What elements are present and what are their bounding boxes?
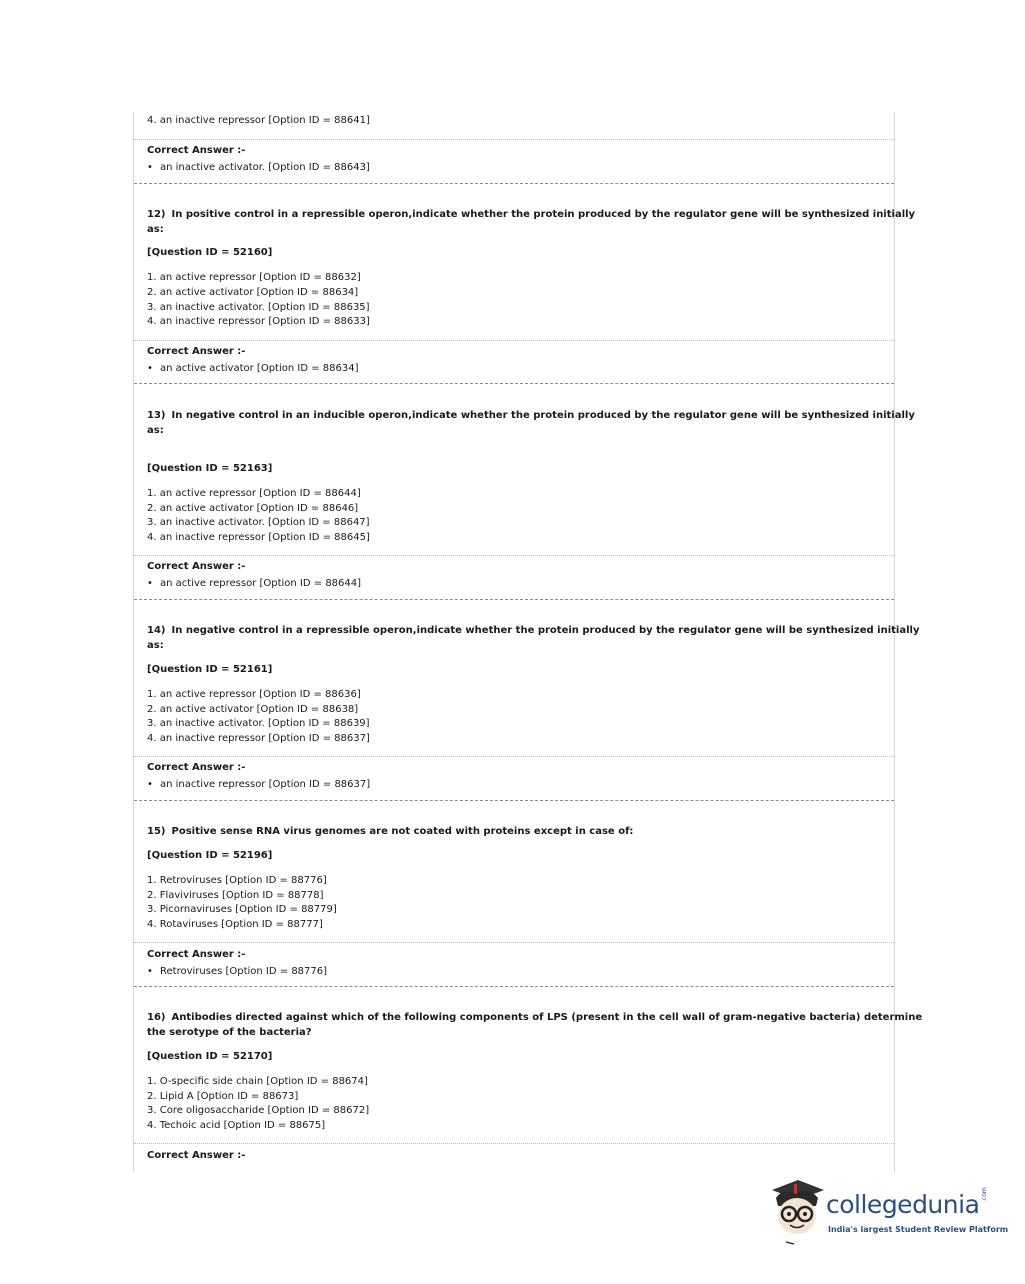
correct-answer-label: Correct Answer :- <box>147 561 246 572</box>
question-text: 14) In negative control in a repressible operon,indicate whether the protein produced by the regulator gene will be synthesized initially as: <box>147 625 920 651</box>
option-line: 1. O-specific side chain [Option ID = 88674] <box>147 1076 368 1087</box>
divider <box>134 555 894 556</box>
question-text: 13) In negative control in an inducible operon,indicate whether the protein produced by the regulator gene will be synthesized initially as: <box>147 410 915 436</box>
divider <box>134 756 894 757</box>
option-line: 3. an inactive activator. [Option ID = 88647] <box>147 517 370 528</box>
option-line: 4. an inactive repressor [Option ID = 88633] <box>147 316 370 327</box>
correct-answer-value: • Retroviruses [Option ID = 88776] <box>147 965 327 979</box>
option-line: 2. an active activator [Option ID = 88638] <box>147 704 359 715</box>
correct-answer-label: Correct Answer :- <box>147 346 246 357</box>
option-line: 4. an inactive repressor [Option ID = 88645] <box>147 532 370 543</box>
option-line: 2. Lipid A [Option ID = 88673] <box>147 1091 299 1102</box>
option-line: 1. an active repressor [Option ID = 88632] <box>147 272 361 283</box>
mascot-icon <box>768 1176 826 1248</box>
option-line: 4. an inactive repressor [Option ID = 88637] <box>147 733 370 744</box>
correct-answer-label: Correct Answer :- <box>147 762 246 773</box>
option-line: 4. Rotaviruses [Option ID = 88777] <box>147 919 323 930</box>
option-line: 4. an inactive repressor [Option ID = 88641] <box>147 115 370 126</box>
question-text: 12) In positive control in a repressible operon,indicate whether the protein produced by the regulator gene will be synthesized initially as: <box>147 209 916 235</box>
logo-name: collegedunia <box>826 1190 980 1219</box>
divider <box>134 942 894 943</box>
logo-suffix: .com <box>981 1187 988 1202</box>
correct-answer-label: Correct Answer :- <box>147 1150 246 1161</box>
option-line: 4. Techoic acid [Option ID = 88675] <box>147 1120 326 1131</box>
option-line: 3. an inactive activator. [Option ID = 88639] <box>147 718 370 729</box>
question-paper <box>133 112 923 1172</box>
question-id: [Question ID = 52196] <box>147 850 273 861</box>
option-line: 1. Retroviruses [Option ID = 88776] <box>147 875 327 886</box>
question-id: [Question ID = 52170] <box>147 1051 273 1062</box>
question-id: [Question ID = 52161] <box>147 664 273 675</box>
option-line: 2. an active activator [Option ID = 88646] <box>147 503 359 514</box>
option-line: 2. Flaviviruses [Option ID = 88778] <box>147 890 324 901</box>
correct-answer-value: • an active activator [Option ID = 88634] <box>147 362 358 376</box>
correct-answer-label: Correct Answer :- <box>147 949 246 960</box>
correct-answer-value: • an active repressor [Option ID = 88644] <box>147 577 361 591</box>
question-separator <box>134 183 894 184</box>
option-line: 3. an inactive activator. [Option ID = 88635] <box>147 302 370 313</box>
correct-answer-label: Correct Answer :- <box>147 145 246 156</box>
question-separator <box>134 383 894 384</box>
option-line: 1. an active repressor [Option ID = 88644] <box>147 488 361 499</box>
question-id: [Question ID = 52160] <box>147 247 273 258</box>
divider <box>134 1143 894 1144</box>
option-line: 2. an active activator [Option ID = 88634] <box>147 287 359 298</box>
question-separator <box>134 599 894 600</box>
correct-answer-value: • an inactive activator. [Option ID = 88643] <box>147 161 370 175</box>
question-text: 15) Positive sense RNA virus genomes are not coated with proteins except in case of: <box>147 826 634 837</box>
option-line: 3. Core oligosaccharide [Option ID = 88672] <box>147 1105 370 1116</box>
correct-answer-value: • an inactive repressor [Option ID = 88637] <box>147 778 370 792</box>
divider <box>134 139 894 140</box>
question-separator <box>134 800 894 801</box>
option-line: 3. Picornaviruses [Option ID = 88779] <box>147 904 337 915</box>
question-id: [Question ID = 52163] <box>147 463 273 474</box>
question-text: 16) Antibodies directed against which of the following components of LPS (present in the cell wall of gram-negative bacteria) determine the serotype of the bacteria? <box>147 1012 923 1038</box>
option-line: 1. an active repressor [Option ID = 88636] <box>147 689 361 700</box>
collegedunia-logo <box>768 1176 1009 1252</box>
question-separator <box>134 986 894 987</box>
divider <box>134 340 894 341</box>
logo-tagline: India's largest Student Review Platform <box>828 1225 1009 1234</box>
